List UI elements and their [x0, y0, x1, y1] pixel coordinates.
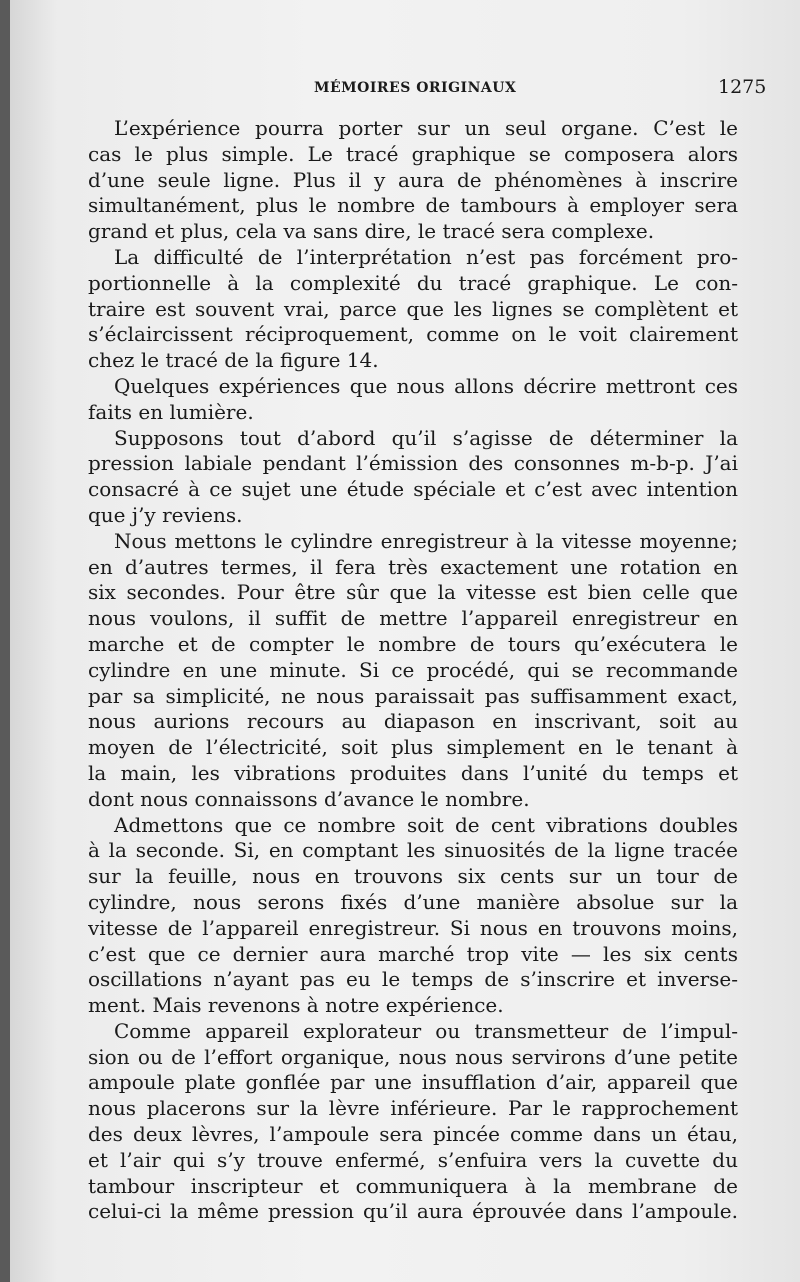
text-line: cylindre en une minute. Si ce procédé, qui se recommande	[88, 657, 738, 682]
text-line: ampoule plate gonflée par une insufflation d’air, appareil que	[88, 1070, 738, 1095]
text-line: consacré à ce sujet une étude spéciale et c’est avec intention	[88, 477, 738, 502]
text-line: nous placerons sur la lèvre inférieure. Par le rapprochement	[88, 1096, 738, 1121]
page-number: 1275	[718, 76, 767, 98]
text-line: la main, les vibrations produites dans l’unité du temps et	[88, 760, 738, 785]
text-line: et l’air qui s’y trouve enfermé, s’enfuira vers la cuvette du	[88, 1147, 738, 1172]
text-line: vitesse de l’appareil enregistreur. Si nous en trouvons moins,	[88, 915, 738, 940]
text-line: simultanément, plus le nombre de tambours à employer sera	[88, 193, 738, 218]
text-line: grand et plus, cela va sans dire, le tracé sera complexe.	[88, 219, 655, 244]
text-line: dont nous connaissons d’avance le nombre.	[88, 786, 530, 811]
text-line: Supposons tout d’abord qu’il s’agisse de déterminer la	[114, 425, 738, 450]
text-line: à la seconde. Si, en comptant les sinuosités de la ligne tracée	[88, 838, 738, 863]
text-line: cylindre, nous serons fixés d’une manière absolue sur la	[88, 889, 738, 914]
text-line: pression labiale pendant l’émission des consonnes m-b-p. J’ai	[88, 451, 738, 476]
text-line: faits en lumière.	[88, 399, 254, 424]
text-line: tambour inscripteur et communiquera à la membrane de	[88, 1173, 738, 1198]
text-line: Admettons que ce nombre soit de cent vibrations doubles	[114, 812, 738, 837]
text-line: chez le tracé de la figure 14.	[88, 348, 379, 373]
text-line: traire est souvent vrai, parce que les lignes se complètent et	[88, 296, 738, 321]
text-line: Quelques expériences que nous allons décrire mettront ces	[114, 373, 738, 398]
text-line: cas le plus simple. Le tracé graphique se composera alors	[88, 141, 738, 166]
text-line: nous voulons, il suffit de mettre l’appareil enregistreur en	[88, 606, 738, 631]
text-line: par sa simplicité, ne nous paraissait pas suffisamment exact,	[88, 683, 738, 708]
text-line: en d’autres termes, il fera très exactement une rotation en	[88, 554, 738, 579]
text-line: s’éclaircissent réciproquement, comme on le voit clairement	[88, 322, 738, 347]
text-line: sur la feuille, nous en trouvons six cents sur un tour de	[88, 864, 738, 889]
text-line: portionnelle à la complexité du tracé graphique. Le con-	[88, 270, 738, 295]
text-line: des deux lèvres, l’ampoule sera pincée comme dans un étau,	[88, 1122, 738, 1147]
text-line: ment. Mais revenons à notre expérience.	[88, 993, 504, 1018]
text-line: marche et de compter le nombre de tours qu’exécutera le	[88, 631, 738, 656]
text-line: L’expérience pourra porter sur un seul organe. C’est le	[114, 116, 738, 140]
text-line: sion ou de l’effort organique, nous nous servirons d’une petite	[88, 1044, 738, 1069]
text-line: Comme appareil explorateur ou transmetteur de l’impul-	[114, 1018, 738, 1043]
page-header	[10, 76, 800, 100]
body-text	[88, 116, 738, 1225]
text-line: nous aurions recours au diapason en inscrivant, soit au	[88, 709, 738, 734]
text-line: six secondes. Pour être sûr que la vitesse est bien celle que	[88, 580, 738, 605]
text-line: celui-ci la même pression qu’il aura éprouvée dans l’ampoule.	[88, 1199, 738, 1224]
text-line: que j’y reviens.	[88, 502, 243, 527]
text-line: moyen de l’électricité, soit plus simplement en le tenant à	[88, 735, 738, 760]
text-line: c’est que ce dernier aura marché trop vite — les six cents	[88, 941, 738, 966]
running-title: MÉMOIRES ORIGINAUX	[314, 80, 517, 96]
text-line: oscillations n’ayant pas eu le temps de s’inscrire et inverse-	[88, 967, 738, 992]
book-page	[10, 0, 800, 1282]
text-line: La difficulté de l’interprétation n’est pas forcément pro-	[114, 244, 738, 269]
text-line: d’une seule ligne. Plus il y aura de phénomènes à inscrire	[88, 167, 738, 192]
text-line: Nous mettons le cylindre enregistreur à la vitesse moyenne;	[114, 528, 738, 553]
